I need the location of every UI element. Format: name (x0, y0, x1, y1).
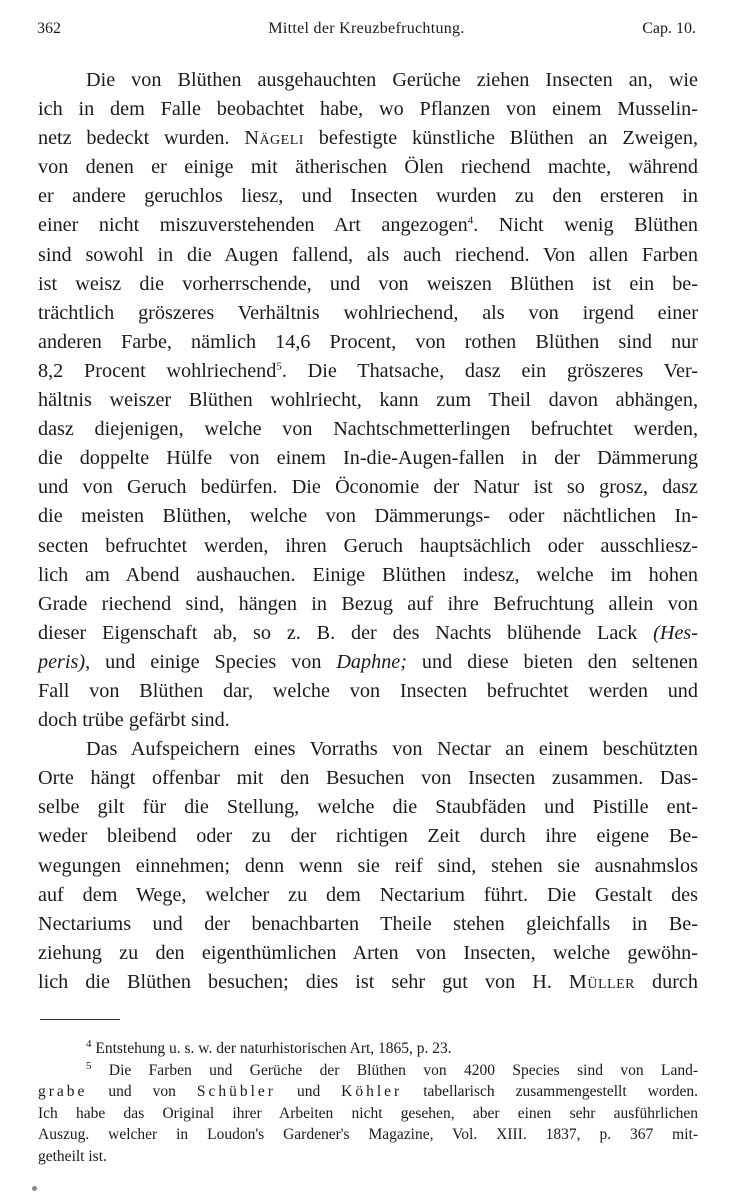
italic-term: peris) (38, 650, 86, 673)
footnote-ref: 5 (276, 360, 282, 373)
text-line: von denen er einige mit ätherischen Ölen riechend machte, während (38, 156, 698, 179)
text-line: die meisten Blüthen, welche von Dämmerungs- oder nächtlichen In- (38, 505, 698, 528)
italic-term: Daphne; (336, 650, 407, 673)
text-line: secten befruchtet werden, ihren Geruch hauptsächlich oder ausschliesz- (38, 534, 698, 557)
text-line: Die von Blüthen ausgehauchten Gerüche ziehen Insecten an, wie (86, 69, 698, 91)
text-line: Nectariums und der benachbarten Theile stehen gleichfalls in Be- (38, 912, 698, 935)
footnote-line: Ich habe das Original ihrer Arbeiten nicht gesehen, aber einen sehr ausführlichen (38, 1104, 698, 1122)
text-line: Grade riechend sind, hängen in Bezug auf ihre Befruchtung allein von (38, 592, 698, 615)
text-line: netz bedeckt wurden. Nägeli befestigte künstliche Blüthen an Zweigen, (38, 127, 698, 150)
footnote-mark: 4 (86, 1037, 92, 1050)
text-line: sind sowohl in die Augen fallend, als auch riechend. Von allen Farben (38, 243, 698, 266)
footnote-line: grabe und von Schübler und Köhler tabellarisch zusammengestellt worden. (38, 1083, 698, 1100)
text-line: ich in dem Falle beobachtet habe, wo Pflanzen von einem Musselin- (38, 98, 698, 121)
paragraph-2 (38, 735, 698, 997)
paragraph-1 (38, 66, 698, 735)
text-line: hältnis weiszer Blüthen wohlriecht, kann zum Theil davon abhängen, (38, 389, 698, 412)
text-line: einer nicht miszuverstehenden Art angezogen$^4$. Nicht wenig Blüthen (38, 214, 699, 237)
footnote-4: $^4$ Entstehung u. s. w. der naturhistorischen Art, 1865, p. 23. (86, 1037, 452, 1057)
text-line: selbe gilt für die Stellung, welche die Staubfäden und Pistille ent- (38, 796, 698, 819)
footnote-line: Auszug. welcher in Loudon's Gardener's Magazine, Vol. XIII. 1837, p. 367 mit- (38, 1126, 698, 1143)
text-line: doch trübe gefärbt sind. (38, 709, 230, 732)
text-line: lich am Abend aushauchen. Einige Blüthen indesz, welche im hohen (38, 563, 698, 586)
text-line: 8,2 Procent wohlriechend$^5$. Die Thatsache, dasz ein gröszeres Ver- (38, 359, 698, 382)
page-header (37, 20, 696, 44)
text-line: anderen Farbe, nämlich 14,6 Procent, von rothen Blüthen sind nur (38, 330, 698, 353)
text-line: trächtlich gröszeres Verhältnis wohlriechend, als von irgend einer (38, 301, 698, 324)
footnotes (38, 1038, 698, 1167)
text-line: ziehung zu den eigenthümlichen Arten von Insecten, welche gewöhn- (38, 941, 698, 964)
text-line: und von Geruch bedürfen. Die Öconomie der Natur ist so grosz, dasz (38, 476, 698, 499)
footnote-5: $^5$ Die Farben und Gerüche der Blüthen von 4200 Species sind von Land- (86, 1059, 699, 1079)
text-line: wegungen einnehmen; denn wenn sie reif sind, stehen sie ausnahmslos (38, 854, 698, 877)
text-line: die doppelte Hülfe von einem In-die-Augen-fallen in der Dämmerung (38, 447, 698, 470)
text-line: lich die Blüthen besuchen; dies ist sehr gut von H. Müller durch (38, 970, 698, 993)
text-line: Das Aufspeichern eines Vorraths von Nectar an einem beschützten (86, 738, 698, 761)
footnote-line: getheilt ist. (38, 1147, 107, 1165)
footnote-ref: 4 (467, 214, 474, 227)
text-line: Orte hängt offenbar mit den Besuchen von Insecten zusammen. Das- (38, 767, 698, 790)
text-line: dasz diejenigen, welche von Nachtschmetterlingen befruchtet werden, (38, 418, 698, 441)
text-line: Fall von Blüthen dar, welche von Insecten befruchtet werden und (38, 679, 698, 702)
italic-term: (Hes- (653, 621, 698, 644)
text-line: peris), und einige Species von Daphne; und diese bieten den seltenen (38, 650, 698, 673)
text-line: er andere geruchlos liesz, und Insecten wurden zu den ersteren in (38, 185, 698, 208)
page-number: 362 (37, 20, 61, 37)
text-line: ist weisz die vorherrschende, und von weiszen Blüthen ist ein be- (38, 272, 698, 295)
author-name: Nägeli (244, 127, 304, 150)
footnote-divider (40, 1019, 120, 1020)
author-name: Müller (568, 970, 635, 993)
text-line: auf dem Wege, welcher zu dem Nectarium führt. Die Gestalt des (38, 883, 698, 906)
main-text (38, 66, 698, 997)
ink-spot (32, 1186, 37, 1191)
text-line: dieser Eigenschaft ab, so z. B. der des Nachts blühende Lack (Hes- (38, 621, 698, 644)
footnote-mark: 5 (86, 1059, 92, 1072)
running-title: Mittel der Kreuzbefruchtung. (268, 20, 465, 37)
chapter-label: Cap. 10. (642, 20, 696, 37)
text-line: weder bleibend oder zu der richtigen Zeit durch ihre eigene Be- (38, 825, 698, 848)
